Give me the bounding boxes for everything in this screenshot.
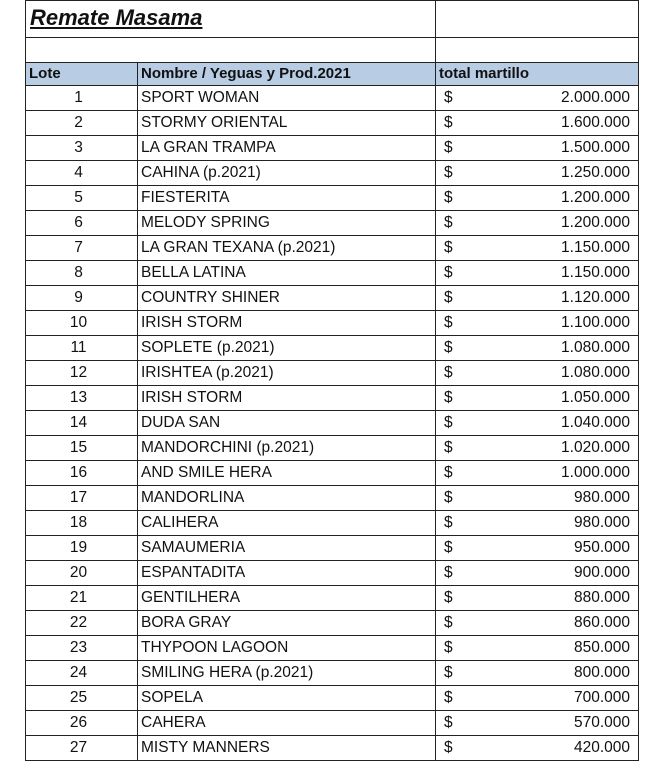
currency-symbol: $ [444, 689, 453, 706]
table-row [26, 486, 639, 511]
table-row [26, 236, 639, 261]
header-nombre[interactable] [138, 63, 436, 86]
total-cell[interactable] [436, 311, 639, 336]
lote-cell[interactable]: 4 [26, 161, 138, 186]
spreadsheet [25, 0, 638, 761]
currency-symbol: $ [444, 139, 453, 156]
currency-symbol: $ [444, 189, 453, 206]
currency-symbol: $ [444, 514, 453, 531]
currency-symbol: $ [444, 739, 453, 756]
total-cell[interactable] [436, 536, 639, 561]
nombre-cell[interactable]: LA GRAN TRAMPA [138, 136, 436, 161]
nombre-cell[interactable]: BELLA LATINA [138, 261, 436, 286]
lote-cell[interactable]: 11 [26, 336, 138, 361]
nombre-cell[interactable]: IRISH STORM [138, 386, 436, 411]
currency-symbol: $ [444, 564, 453, 581]
lote-cell[interactable]: 7 [26, 236, 138, 261]
total-cell[interactable] [436, 636, 639, 661]
lote-cell[interactable]: 9 [26, 286, 138, 311]
table-row [26, 161, 639, 186]
total-value: 1.250.000 [561, 164, 630, 181]
total-value: 2.000.000 [561, 89, 630, 106]
total-value: 880.000 [573, 589, 630, 606]
lote-cell[interactable]: 15 [26, 436, 138, 461]
total-value: 1.000.000 [561, 464, 630, 481]
header-row [26, 63, 639, 86]
table-row [26, 86, 639, 111]
nombre-cell[interactable]: SPORT WOMAN [138, 86, 436, 111]
total-value: 1.200.000 [561, 189, 630, 206]
header-total[interactable] [436, 63, 639, 86]
table-row [26, 211, 639, 236]
table-row [26, 336, 639, 361]
lote-cell[interactable]: 23 [26, 636, 138, 661]
total-cell[interactable] [436, 511, 639, 536]
table-row [26, 286, 639, 311]
total-value: 420.000 [573, 739, 630, 756]
total-cell[interactable] [436, 486, 639, 511]
total-cell[interactable] [436, 686, 639, 711]
nombre-cell[interactable]: MANDORLINA [138, 486, 436, 511]
total-value: 700.000 [573, 689, 630, 706]
table-row [26, 261, 639, 286]
nombre-cell[interactable]: MANDORCHINI (p.2021) [138, 436, 436, 461]
lote-cell[interactable]: 21 [26, 586, 138, 611]
table-row [26, 636, 639, 661]
total-value: 1.040.000 [561, 414, 630, 431]
table-row [26, 411, 639, 436]
table-row [26, 611, 639, 636]
lote-cell[interactable]: 3 [26, 136, 138, 161]
currency-symbol: $ [444, 264, 453, 281]
lote-cell[interactable]: 2 [26, 111, 138, 136]
currency-symbol: $ [444, 389, 453, 406]
total-value: 800.000 [573, 664, 630, 681]
currency-symbol: $ [444, 314, 453, 331]
nombre-cell[interactable]: STORMY ORIENTAL [138, 111, 436, 136]
total-cell[interactable] [436, 361, 639, 386]
total-value: 860.000 [573, 614, 630, 631]
nombre-cell[interactable]: CAHERA [138, 711, 436, 736]
total-cell[interactable] [436, 436, 639, 461]
nombre-cell[interactable]: SMILING HERA (p.2021) [138, 661, 436, 686]
nombre-cell[interactable]: ESPANTADITA [138, 561, 436, 586]
nombre-cell[interactable]: FIESTERITA [138, 186, 436, 211]
table-row [26, 711, 639, 736]
total-cell[interactable] [436, 136, 639, 161]
lote-cell[interactable]: 24 [26, 661, 138, 686]
lote-cell[interactable]: 20 [26, 561, 138, 586]
nombre-cell[interactable]: CAHINA (p.2021) [138, 161, 436, 186]
table-row [26, 311, 639, 336]
total-value: 1.120.000 [561, 289, 630, 306]
total-cell[interactable] [436, 261, 639, 286]
total-cell[interactable] [436, 461, 639, 486]
lote-cell[interactable]: 26 [26, 711, 138, 736]
nombre-cell[interactable]: COUNTRY SHINER [138, 286, 436, 311]
table-row [26, 136, 639, 161]
total-value: 1.080.000 [561, 364, 630, 381]
lote-cell[interactable]: 25 [26, 686, 138, 711]
auction-table [25, 0, 639, 761]
currency-symbol: $ [444, 614, 453, 631]
table-row [26, 186, 639, 211]
total-cell[interactable] [436, 236, 639, 261]
header-lote[interactable] [26, 63, 138, 86]
title-row [26, 1, 639, 38]
total-value: 850.000 [573, 639, 630, 656]
currency-symbol: $ [444, 439, 453, 456]
currency-symbol: $ [444, 239, 453, 256]
title-empty-cell[interactable] [436, 1, 639, 38]
lote-cell[interactable]: 13 [26, 386, 138, 411]
total-cell[interactable] [436, 86, 639, 111]
total-value: 1.500.000 [561, 139, 630, 156]
total-cell[interactable] [436, 111, 639, 136]
total-value: 1.150.000 [561, 264, 630, 281]
table-row [26, 686, 639, 711]
total-value: 980.000 [573, 514, 630, 531]
total-cell[interactable] [436, 561, 639, 586]
total-cell[interactable] [436, 411, 639, 436]
total-cell[interactable] [436, 336, 639, 361]
table-row [26, 436, 639, 461]
nombre-cell[interactable]: SAMAUMERIA [138, 536, 436, 561]
total-cell[interactable] [436, 211, 639, 236]
lote-cell[interactable]: 14 [26, 411, 138, 436]
nombre-cell[interactable]: IRISHTEA (p.2021) [138, 361, 436, 386]
currency-symbol: $ [444, 714, 453, 731]
blank-row [26, 38, 639, 63]
nombre-cell[interactable]: LA GRAN TEXANA (p.2021) [138, 236, 436, 261]
currency-symbol: $ [444, 414, 453, 431]
lote-cell[interactable]: 10 [26, 311, 138, 336]
lote-cell[interactable]: 8 [26, 261, 138, 286]
lote-cell[interactable]: 6 [26, 211, 138, 236]
total-value: 1.080.000 [561, 339, 630, 356]
currency-symbol: $ [444, 114, 453, 131]
table-row [26, 386, 639, 411]
table-row [26, 461, 639, 486]
currency-symbol: $ [444, 464, 453, 481]
nombre-cell[interactable]: SOPLETE (p.2021) [138, 336, 436, 361]
currency-symbol: $ [444, 364, 453, 381]
currency-symbol: $ [444, 214, 453, 231]
lote-cell[interactable]: 22 [26, 611, 138, 636]
table-row [26, 511, 639, 536]
table-row [26, 586, 639, 611]
total-cell[interactable] [436, 186, 639, 211]
total-cell[interactable] [436, 711, 639, 736]
total-value: 1.150.000 [561, 239, 630, 256]
nombre-cell[interactable]: AND SMILE HERA [138, 461, 436, 486]
nombre-cell[interactable]: BORA GRAY [138, 611, 436, 636]
total-cell[interactable] [436, 661, 639, 686]
header-total-label: total martillo [439, 65, 530, 82]
total-cell[interactable] [436, 611, 639, 636]
header-lote-label: Lote [29, 65, 61, 82]
nombre-cell[interactable]: DUDA SAN [138, 411, 436, 436]
lote-cell[interactable]: 27 [26, 736, 138, 761]
title-cell[interactable] [26, 1, 436, 38]
total-cell[interactable] [436, 736, 639, 761]
table-row [26, 561, 639, 586]
lote-cell[interactable]: 12 [26, 361, 138, 386]
total-value: 570.000 [573, 714, 630, 731]
currency-symbol: $ [444, 589, 453, 606]
blank-cell[interactable] [26, 38, 436, 63]
nombre-cell[interactable]: CALIHERA [138, 511, 436, 536]
total-cell[interactable] [436, 386, 639, 411]
table-row [26, 361, 639, 386]
blank-cell[interactable] [436, 38, 639, 63]
lote-cell[interactable]: 5 [26, 186, 138, 211]
total-value: 1.600.000 [561, 114, 630, 131]
nombre-cell[interactable]: MISTY MANNERS [138, 736, 436, 761]
nombre-cell[interactable]: GENTILHERA [138, 586, 436, 611]
header-nombre-label: Nombre / Yeguas y Prod.2021 [141, 65, 351, 82]
currency-symbol: $ [444, 664, 453, 681]
nombre-cell[interactable]: SOPELA [138, 686, 436, 711]
sheet-title: Remate Masama [30, 5, 203, 30]
currency-symbol: $ [444, 164, 453, 181]
total-value: 1.100.000 [561, 314, 630, 331]
currency-symbol: $ [444, 289, 453, 306]
total-value: 900.000 [573, 564, 630, 581]
currency-symbol: $ [444, 89, 453, 106]
nombre-cell[interactable]: THYPOON LAGOON [138, 636, 436, 661]
table-row [26, 536, 639, 561]
lote-cell[interactable]: 18 [26, 511, 138, 536]
total-value: 1.020.000 [561, 439, 630, 456]
currency-symbol: $ [444, 339, 453, 356]
nombre-cell[interactable]: IRISH STORM [138, 311, 436, 336]
total-value: 950.000 [573, 539, 630, 556]
total-value: 1.200.000 [561, 214, 630, 231]
table-row [26, 111, 639, 136]
lote-cell[interactable]: 16 [26, 461, 138, 486]
total-cell[interactable] [436, 586, 639, 611]
total-value: 1.050.000 [561, 389, 630, 406]
currency-symbol: $ [444, 489, 453, 506]
lote-cell[interactable]: 17 [26, 486, 138, 511]
currency-symbol: $ [444, 639, 453, 656]
nombre-cell[interactable]: MELODY SPRING [138, 211, 436, 236]
total-cell[interactable] [436, 286, 639, 311]
total-value: 980.000 [573, 489, 630, 506]
table-row [26, 736, 639, 761]
lote-cell[interactable]: 1 [26, 86, 138, 111]
total-cell[interactable] [436, 161, 639, 186]
currency-symbol: $ [444, 539, 453, 556]
table-row [26, 661, 639, 686]
lote-cell[interactable]: 19 [26, 536, 138, 561]
